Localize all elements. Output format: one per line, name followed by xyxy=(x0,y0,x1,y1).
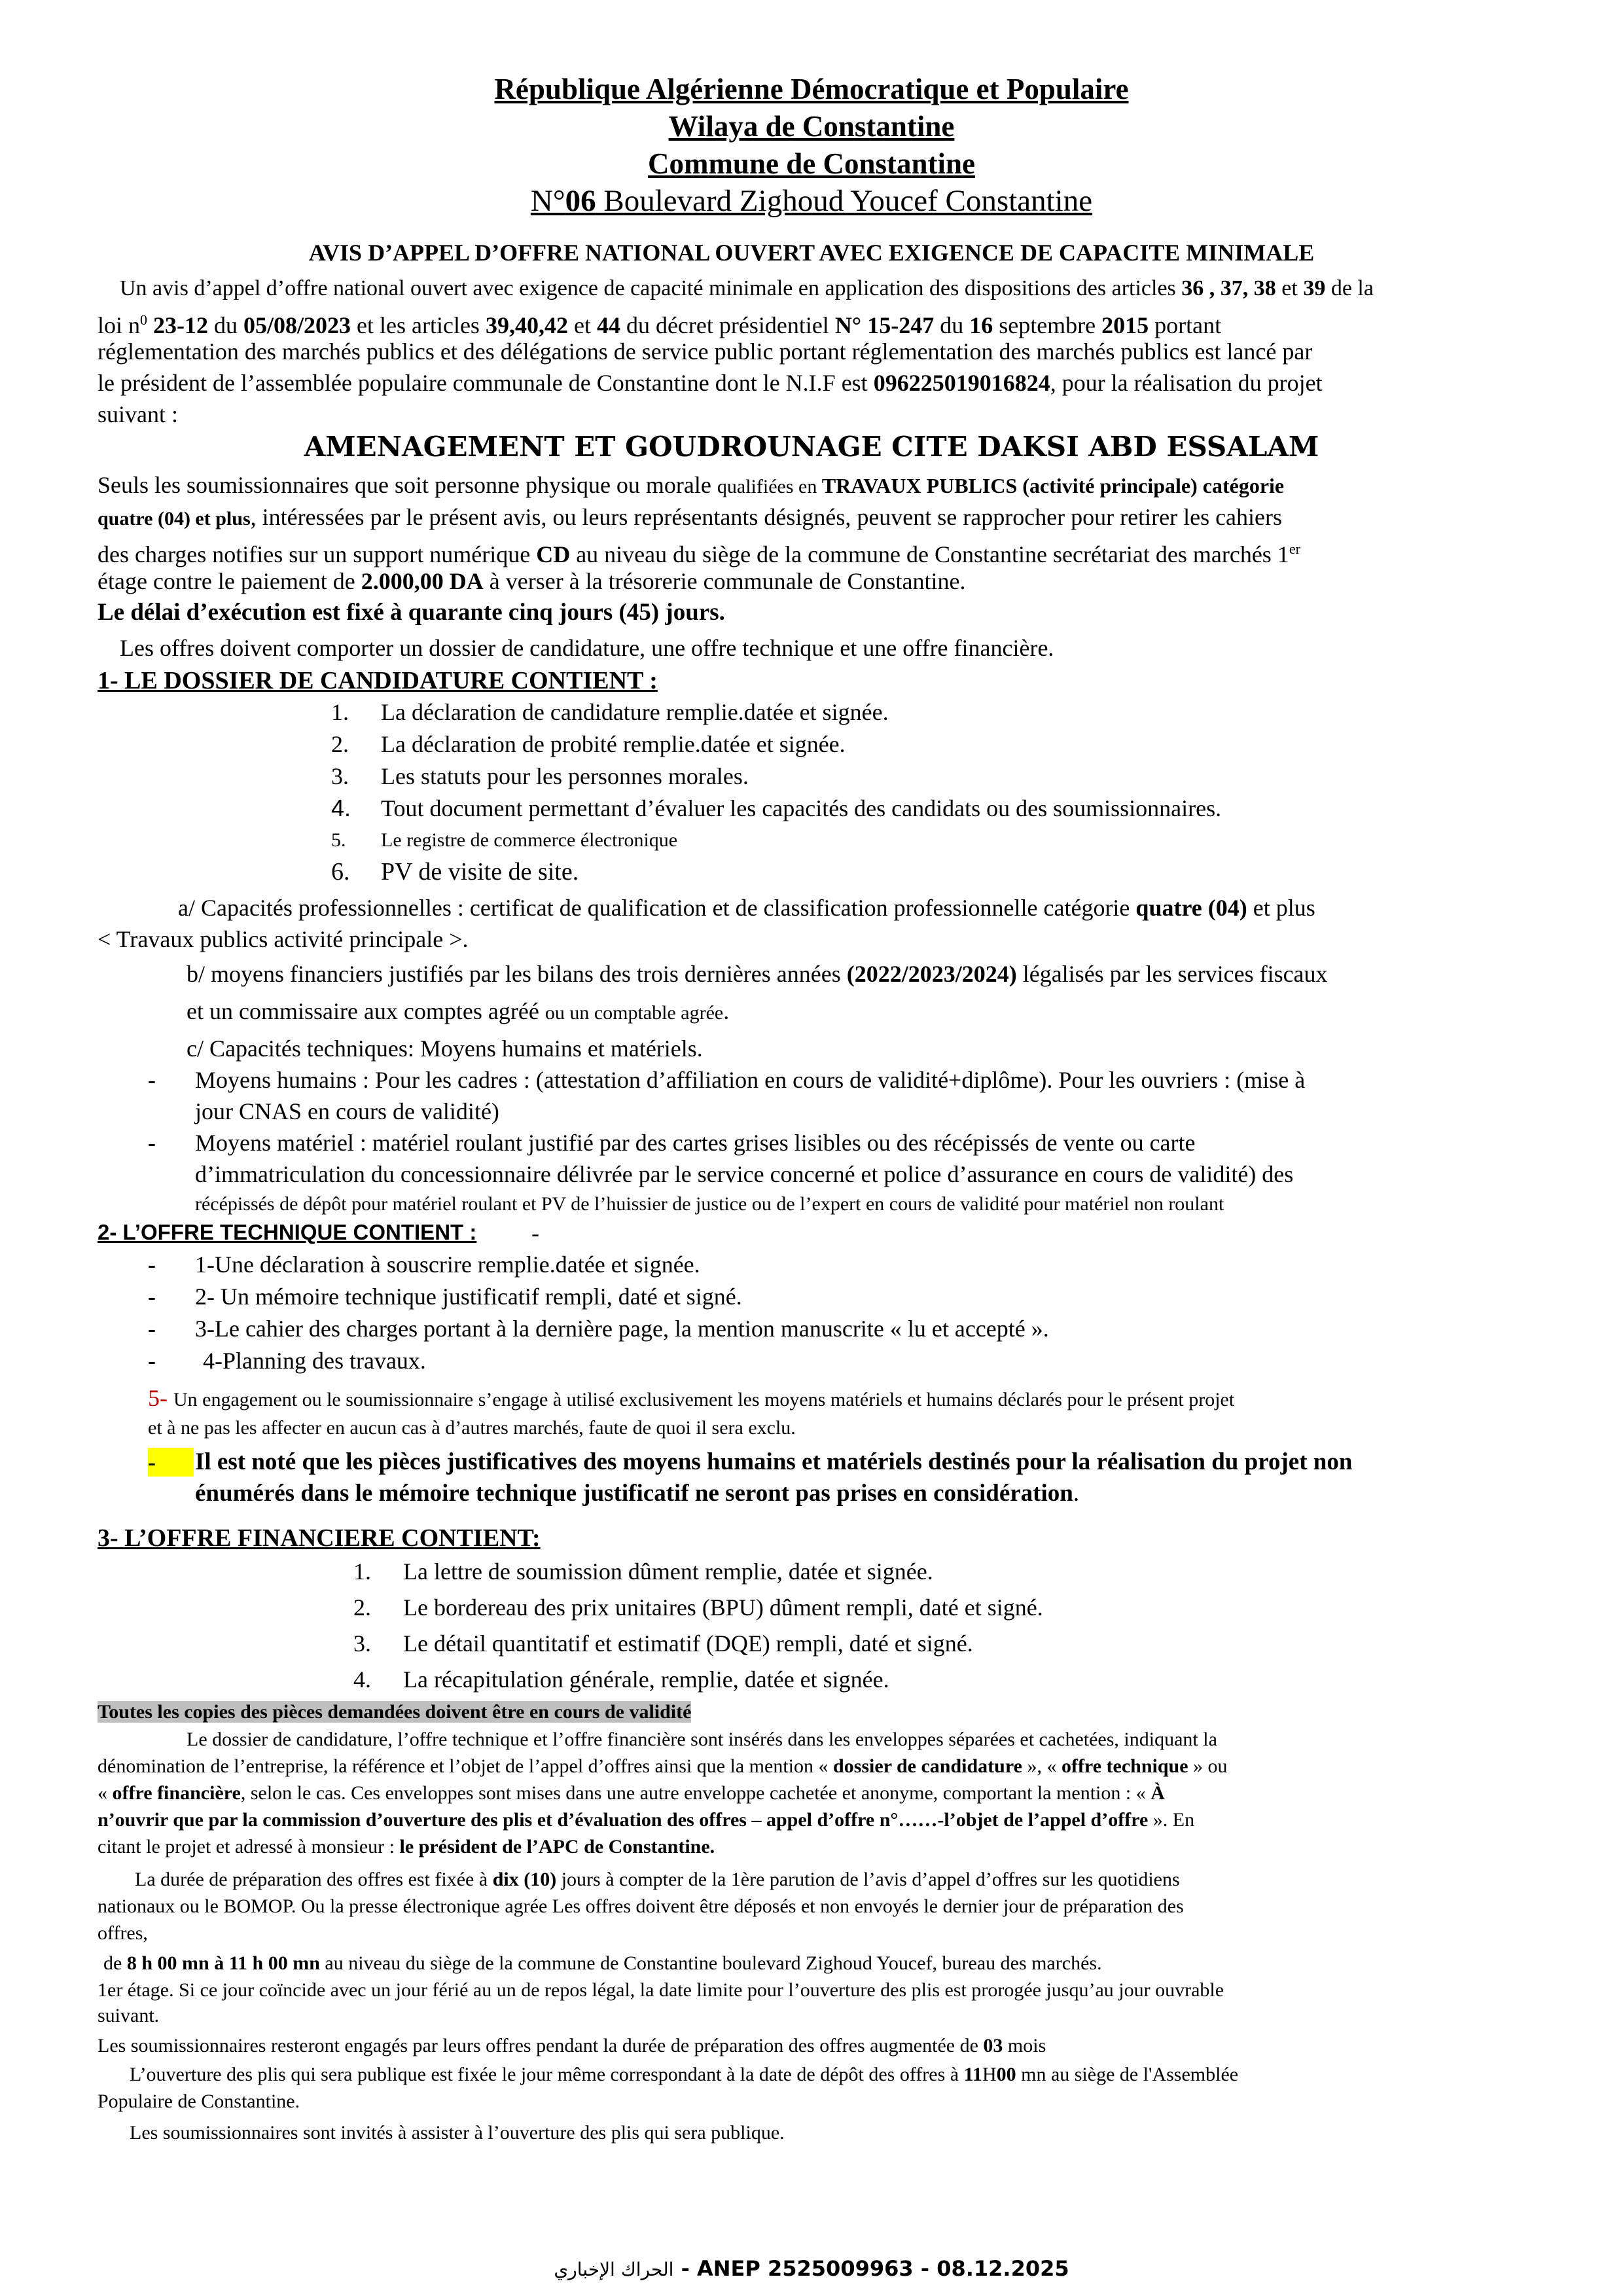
moyens-humains-1: Moyens humains : Pour les cadres : (attestation d’affiliation en cours de validité+diplôme). Pour les ouvriers : (mise à xyxy=(195,1067,1306,1093)
note-dash: - xyxy=(148,1448,194,1477)
soum-l2b: , intéressées par le présent avis, ou leurs représentants désignés, peuvent se rapprocher pour retirer les cahiers xyxy=(250,504,1283,530)
section3-heading: 3- L’OFFRE FINANCIERE CONTIENT: xyxy=(98,1524,541,1552)
moyens-materiel-1: Moyens matériel : matériel roulant justifié par des cartes grises lisibles ou des récépissés de vente ou carte xyxy=(195,1130,1196,1156)
s1-item-1 xyxy=(331,698,889,726)
note-line-2 xyxy=(195,1479,1079,1508)
footer-anep-number: ANEP 2525009963 - 08.12.2025 xyxy=(696,2256,1069,2281)
intro-l2a: loi n xyxy=(98,312,141,338)
intro-l2e: et les articles xyxy=(351,312,486,338)
s1-item-2-num: 2. xyxy=(331,731,349,757)
intro-l2h: 44 xyxy=(596,312,620,338)
intro-l4b: 096225019016824 xyxy=(873,370,1050,396)
s1-item-3-num: 3. xyxy=(331,763,349,789)
intro-l2k: du xyxy=(934,312,970,338)
capacites-professionnelles xyxy=(178,893,1315,922)
note-line-1: Il est noté que les pièces justificatives des moyens humains et matériels destinés pour la réalisation du projet non xyxy=(195,1448,1353,1475)
footer-anep xyxy=(0,2256,1623,2281)
closing-p4-line-2: Populaire de Constantine. xyxy=(98,2090,300,2112)
soum-l1c: TRAVAUX PUBLICS (activité principale) catégorie xyxy=(821,474,1285,497)
closing-p1l4a: n’ouvrir que par la commission d’ouverture des plis et d’évaluation des offres – appel d’offre n°……-l’objet de l’appel d’offre xyxy=(98,1809,1149,1831)
s1-item-1-text: La déclaration de candidature remplie.datée et signée. xyxy=(381,699,889,725)
s3-item-1 xyxy=(353,1557,933,1586)
closing-p2l4c: au niveau du siège de la commune de Constantine boulevard Zighoud Youcef, bureau des marchés. xyxy=(319,1952,1102,1974)
soum-l4c: à verser à la trésorerie communale de Constantine. xyxy=(483,568,966,594)
intro-line-3: réglementation des marchés publics et des délégations de service public portant réglementation des marchés publics est lancé par xyxy=(98,338,1313,365)
closing-p4l1b: 11 xyxy=(963,2064,982,2085)
moyens-financiers-2 xyxy=(187,997,729,1028)
closing-p2l1b: dix (10) xyxy=(492,1869,557,1890)
s1-item-2 xyxy=(331,730,846,759)
closing-p1-line-2 xyxy=(98,1752,1228,1781)
closing-p2-line-1 xyxy=(135,1865,1180,1894)
closing-p1l3b: offre financière xyxy=(112,1782,241,1804)
dash-bullet: - xyxy=(148,1316,156,1342)
s1-item-5-num: 5. xyxy=(331,829,346,851)
closing-p1l3d: À xyxy=(1150,1782,1165,1804)
intro-l1a: Un avis d’appel d’offre national ouvert avec exigence de capacité minimale en application des dispositions des articles xyxy=(120,276,1182,300)
dash-bullet: - xyxy=(148,1348,156,1374)
s1-item-6-num: 6. xyxy=(331,858,350,886)
closing-p4l1a: L’ouverture des plis qui sera publique est fixée le jour même correspondant à la date de dépôt des offres à xyxy=(130,2064,964,2085)
header-address xyxy=(0,183,1623,219)
s2-item-4: 4-Planning des travaux. xyxy=(203,1348,426,1374)
soum-l3a: des charges notifies sur un support numérique xyxy=(98,541,537,567)
closing-p1l2c: », « xyxy=(1022,1755,1061,1777)
closing-p1-line-4 xyxy=(98,1806,1194,1835)
footer-arabic: الحراك الإخباري xyxy=(554,2259,674,2280)
closing-p1l2e: » ou xyxy=(1188,1755,1228,1777)
intro-l4a: le président de l’assemblée populaire communale de Constantine dont le N.I.F est xyxy=(98,370,874,396)
s3-item-4 xyxy=(353,1665,889,1694)
intro-line-2 xyxy=(98,306,1221,340)
header-address-number: 06 xyxy=(565,184,596,218)
intro-line-4 xyxy=(98,368,1323,397)
section1-heading: 1- LE DOSSIER DE CANDIDATURE CONTIENT : xyxy=(98,667,658,694)
note-l2b: . xyxy=(1073,1480,1080,1507)
intro-l2d: 05/08/2023 xyxy=(243,312,351,338)
soum-line-3 xyxy=(98,535,1300,569)
section2-heading-text: 2- L’OFFRE TECHNIQUE CONTIENT : xyxy=(98,1220,477,1244)
s2-item-5-num: 5- xyxy=(148,1385,168,1411)
closing-p1l2a: dénomination de l’entreprise, la référence et l’objet de l’appel d’offres ainsi que la mention « xyxy=(98,1755,834,1777)
header-wilaya xyxy=(0,109,1623,143)
intro-l2j: N° 15-247 xyxy=(834,312,935,338)
header-address-rest: Boulevard Zighoud Youcef Constantine xyxy=(596,184,1093,218)
soum-l2a: quatre (04) et plus xyxy=(98,508,251,529)
intro-l2b: 23-12 xyxy=(147,312,209,338)
s3-item-2-text: Le bordereau des prix unitaires (BPU) dûment rempli, daté et signé. xyxy=(403,1594,1043,1621)
closing-p1l5b: le président de l’APC de Constantine. xyxy=(399,1836,715,1857)
section2-heading xyxy=(98,1220,476,1245)
s2-item-3: 3-Le cahier des charges portant à la dernière page, la mention manuscrite « lu et accepté ». xyxy=(195,1316,1049,1342)
copies-validity xyxy=(98,1698,691,1727)
moyens-humains-2: jour CNAS en cours de validité) xyxy=(195,1098,499,1124)
closing-p5: Les soumissionnaires sont invités à assister à l’ouverture des plis qui sera publique. xyxy=(130,2122,785,2144)
intro-l2l: 16 xyxy=(969,312,993,338)
s1-item-2-text: La déclaration de probité remplie.datée et signée. xyxy=(381,731,846,757)
intro-l1e: de la xyxy=(1325,276,1374,300)
s2-item-5-text: Un engagement ou le soumissionnaire s’engage à utilisé exclusivement les moyens matériels et humains déclarés pour le présent projet xyxy=(173,1389,1235,1410)
s2-item-2: 2- Un mémoire technique justificatif rempli, daté et signé. xyxy=(195,1283,742,1310)
closing-p1-line-1: Le dossier de candidature, l’offre technique et l’offre financière sont insérés dans les enveloppes séparées et cachetées, indiquant la xyxy=(187,1729,1217,1750)
closing-p2l1c: jours à compter de la 1ère parution de l’avis d’appel d’offres sur les quotidiens xyxy=(556,1869,1180,1890)
s1-b1b: (2022/2023/2024) xyxy=(846,961,1017,987)
s1-item-3-text: Les statuts pour les personnes morales. xyxy=(381,763,749,789)
closing-p2-line-6: suivant. xyxy=(98,2005,160,2026)
intro-l1b: 36 , 37, 38 xyxy=(1181,276,1276,300)
closing-p3 xyxy=(98,2032,1046,2060)
intro-l2o: portant xyxy=(1149,312,1222,338)
s1-item-3 xyxy=(331,762,749,791)
soum-line-2 xyxy=(98,503,1282,533)
s3-item-2 xyxy=(353,1593,1043,1622)
soum-l1a: Seuls les soumissionnaires que soit personne physique ou morale xyxy=(98,472,717,498)
closing-p2l4b: 8 h 00 mn à 11 h 00 mn xyxy=(126,1952,320,1974)
closing-p1l3c: , selon le cas. Ces enveloppes sont mises dans une autre enveloppe cachetée et anonyme, comportant la mention : « xyxy=(240,1782,1151,1804)
header-wilaya-text: Wilaya de Constantine xyxy=(668,110,955,143)
s1-item-4-num: 4. xyxy=(331,795,351,821)
intro-l1c: et xyxy=(1275,276,1304,300)
capacites-techniques: c/ Capacités techniques: Moyens humains et matériels. xyxy=(187,1035,703,1062)
moyens-materiel-3: récépissés de dépôt pour matériel roulant et PV de l’huissier de justice ou de l’expert en cours de validité pour matériel non roulant xyxy=(195,1193,1224,1215)
s2-item-5-line-1 xyxy=(148,1384,1234,1414)
soum-line-4 xyxy=(98,567,966,596)
s1-b1a: b/ moyens financiers justifiés par les bilans des trois dernières années xyxy=(187,961,847,987)
closing-p1l2b: dossier de candidature xyxy=(833,1755,1022,1777)
dash-bullet: - xyxy=(148,1067,156,1093)
intro-l2f: 39,40,42 xyxy=(485,312,568,338)
note-l2a: énumérés dans le mémoire technique justificatif ne seront pas prises en considération xyxy=(195,1480,1073,1507)
intro-l2n: 2015 xyxy=(1101,312,1149,338)
intro-l4c: , pour la réalisation du projet xyxy=(1050,370,1323,396)
closing-p1l4b: ». En xyxy=(1148,1809,1195,1831)
copies-validity-text: Toutes les copies des pièces demandées doivent être en cours de validité xyxy=(98,1701,692,1723)
dash-bullet: - xyxy=(148,1130,156,1156)
section2-trailing-dash: - xyxy=(531,1220,539,1246)
intro-line-1 xyxy=(120,274,1374,303)
dash-bullet: - xyxy=(148,1283,156,1310)
soum-l3c: au niveau du siège de la commune de Constantine secrétariat des marchés 1 xyxy=(570,541,1289,567)
capacites-professionnelles-2: < Travaux publics activité principale >. xyxy=(98,926,469,952)
closing-p2-line-4 xyxy=(103,1949,1102,1978)
project-title: AMENAGEMENT ET GOUDROUNAGE CITE DAKSI ABD ESSALAM xyxy=(304,431,1319,463)
s1-b2a: et un commissaire aux comptes agréé xyxy=(187,998,545,1024)
dash-bullet: - xyxy=(148,1251,156,1278)
closing-p2-line-5: 1er étage. Si ce jour coïncide avec un jour férié au un de repos légal, la date limite pour l’ouverture des plis est prorogée jusqu’au jour ouvrable xyxy=(98,1979,1224,2001)
s3-item-4-num: 4. xyxy=(353,1666,371,1693)
s1-b2c: . xyxy=(723,998,730,1024)
s1-a1a: a/ Capacités professionnelles : certificat de qualification et de classification professionnelle catégorie xyxy=(178,895,1136,921)
intro-line-5: suivant : xyxy=(98,401,178,427)
moyens-financiers xyxy=(187,960,1328,988)
s1-b2b: ou un comptable agrée xyxy=(544,1002,724,1024)
closing-p3c: mois xyxy=(1003,2035,1046,2056)
closing-p1l2d: offre technique xyxy=(1061,1755,1188,1777)
moyens-materiel-2: d’immatriculation du concessionnaire délivrée par le service concerné et police d’assurance en cours de validité) des xyxy=(195,1161,1294,1187)
closing-p2-line-2: nationaux ou le BOMOP. Ou la presse électronique agrée Les offres doivent être déposés et non envoyés le dernier jour de préparation des xyxy=(98,1895,1184,1917)
closing-p4-line-1 xyxy=(130,2060,1238,2089)
header-commune-text: Commune de Constantine xyxy=(647,147,976,180)
s3-item-3 xyxy=(353,1629,973,1658)
closing-p4l1e: mn au siège de l'Assemblée xyxy=(1016,2064,1239,2085)
offres-composition: Les offres doivent comporter un dossier de candidature, une offre technique et une offre financière. xyxy=(120,635,1054,661)
s2-item-5-line-2: et à ne pas les affecter en aucun cas à d’autres marchés, faute de quoi il sera exclu. xyxy=(148,1417,796,1439)
intro-l1d: 39 xyxy=(1303,276,1326,300)
intro-l2sup: 0 xyxy=(140,312,148,328)
closing-p3a: Les soumissionnaires resteront engagés par leurs offres pendant la durée de préparation des offres augmentée de xyxy=(98,2035,984,2056)
closing-p1-line-3 xyxy=(98,1779,1165,1808)
closing-p2-line-3: offres, xyxy=(98,1922,148,1944)
header-republic xyxy=(0,72,1623,106)
s2-item-1: 1-Une déclaration à souscrire remplie.datée et signée. xyxy=(195,1251,700,1278)
intro-l2i: du décret présidentiel xyxy=(620,312,835,338)
header-address-prefix: N° xyxy=(530,184,565,218)
s1-item-4 xyxy=(331,794,1221,823)
soum-l4a: étage contre le paiement de xyxy=(98,568,361,594)
s3-item-2-num: 2. xyxy=(353,1594,371,1621)
s1-b1c: légalisés par les services fiscaux xyxy=(1016,961,1328,987)
intro-l2g: et xyxy=(567,312,597,338)
s3-item-1-num: 1. xyxy=(353,1558,371,1585)
closing-p3b: 03 xyxy=(983,2035,1003,2056)
s1-item-5 xyxy=(331,826,677,855)
intro-l2c: du xyxy=(208,312,244,338)
closing-p4l1c: H xyxy=(982,2064,997,2085)
soum-l1b: qualifiées en xyxy=(717,476,822,497)
soum-l4b: 2.000,00 DA xyxy=(361,568,484,594)
note-bullet xyxy=(148,1448,194,1477)
closing-p1l5a: citant le projet et adressé à monsieur : xyxy=(98,1836,400,1857)
s3-item-1-text: La lettre de soumission dûment remplie, datée et signée. xyxy=(403,1558,933,1585)
soum-l3b: CD xyxy=(536,541,571,567)
s1-item-6-text: PV de visite de site. xyxy=(381,858,579,886)
closing-p2l4a: de xyxy=(103,1952,127,1974)
footer-sep: - xyxy=(673,2256,697,2281)
closing-p2l1a: La durée de préparation des offres est fixée à xyxy=(135,1869,493,1890)
soum-l3sup: er xyxy=(1289,541,1300,557)
header-republic-text: République Algérienne Démocratique et Populaire xyxy=(494,73,1129,105)
s3-item-4-text: La récapitulation générale, remplie, datée et signée. xyxy=(403,1666,889,1693)
s3-item-3-text: Le détail quantitatif et estimatif (DQE) rempli, daté et signé. xyxy=(403,1630,973,1657)
header-commune xyxy=(0,147,1623,181)
delai-execution: Le délai d’exécution est fixé à quarante cinq jours (45) jours. xyxy=(98,599,725,626)
s3-item-3-num: 3. xyxy=(353,1630,371,1657)
s1-item-1-num: 1. xyxy=(331,699,349,725)
notice-title: AVIS D’APPEL D’OFFRE NATIONAL OUVERT AVEC EXIGENCE DE CAPACITE MINIMALE xyxy=(308,240,1315,266)
soum-line-1 xyxy=(98,471,1284,501)
s1-item-5-text: Le registre de commerce électronique xyxy=(381,829,678,851)
closing-p4l1d: 00 xyxy=(996,2064,1016,2085)
s1-a1b: quatre (04) xyxy=(1135,895,1247,921)
s1-item-6 xyxy=(331,857,579,886)
s1-a1c: et plus xyxy=(1247,895,1315,921)
closing-p1l3a: « xyxy=(98,1782,113,1804)
closing-p1-line-5 xyxy=(98,1833,715,1861)
intro-l2m: septembre xyxy=(993,312,1102,338)
s1-item-4-text: Tout document permettant d’évaluer les capacités des candidats ou des soumissionnaires. xyxy=(381,795,1222,821)
